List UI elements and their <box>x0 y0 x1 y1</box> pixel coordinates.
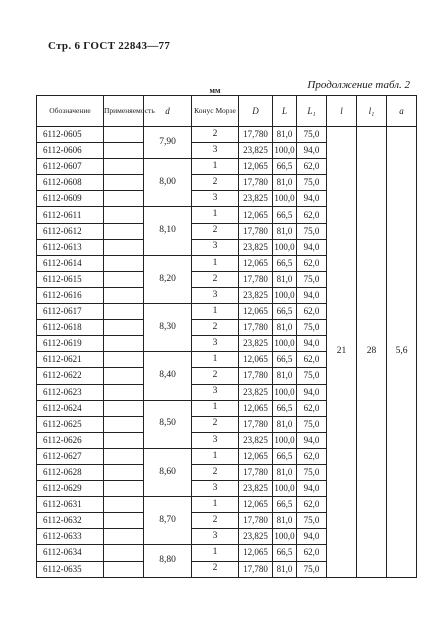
applicability-cell <box>104 127 144 143</box>
D-cell: 23,825 <box>239 143 273 159</box>
morse-cone-cell: 1 <box>192 352 239 368</box>
d-cell: 8,40 <box>144 352 192 400</box>
designation-cell: 6112-0605 <box>37 127 104 143</box>
morse-cone-cell: 1 <box>192 497 239 513</box>
morse-cone-cell: 3 <box>192 239 239 255</box>
morse-cone-cell: 2 <box>192 223 239 239</box>
L1-cell: 62,0 <box>297 545 327 561</box>
designation-cell: 6112-0614 <box>37 255 104 271</box>
L1-cell: 62,0 <box>297 304 327 320</box>
l-cell: 21 <box>327 127 357 578</box>
applicability-cell <box>104 513 144 529</box>
D-cell: 12,065 <box>239 352 273 368</box>
applicability-cell <box>104 320 144 336</box>
designation-cell: 6112-0617 <box>37 304 104 320</box>
L1-cell: 94,0 <box>297 336 327 352</box>
L-cell: 81,0 <box>273 561 297 577</box>
D-cell: 17,780 <box>239 561 273 577</box>
L1-cell: 94,0 <box>297 384 327 400</box>
morse-cone-cell: 3 <box>192 191 239 207</box>
designation-cell: 6112-0607 <box>37 159 104 175</box>
a-cell: 5,6 <box>387 127 417 578</box>
L1-cell: 75,0 <box>297 175 327 191</box>
L-cell: 81,0 <box>273 127 297 143</box>
morse-cone-cell: 2 <box>192 561 239 577</box>
designation-cell: 6112-0612 <box>37 223 104 239</box>
D-cell: 17,780 <box>239 464 273 480</box>
morse-cone-cell: 1 <box>192 304 239 320</box>
L1-cell: 94,0 <box>297 239 327 255</box>
morse-cone-cell: 3 <box>192 336 239 352</box>
applicability-cell <box>104 352 144 368</box>
L1-cell: 75,0 <box>297 464 327 480</box>
applicability-cell <box>104 207 144 223</box>
d-cell: 8,10 <box>144 207 192 255</box>
D-cell: 17,780 <box>239 175 273 191</box>
table-header-row <box>37 96 417 127</box>
applicability-cell <box>104 239 144 255</box>
applicability-cell <box>104 529 144 545</box>
morse-cone-cell: 2 <box>192 416 239 432</box>
D-cell: 17,780 <box>239 320 273 336</box>
L-cell: 81,0 <box>273 368 297 384</box>
D-cell: 23,825 <box>239 481 273 497</box>
applicability-cell <box>104 497 144 513</box>
designation-cell: 6112-0626 <box>37 432 104 448</box>
col-L1: L₁ <box>297 96 327 127</box>
L1-cell: 75,0 <box>297 416 327 432</box>
applicability-cell <box>104 561 144 577</box>
morse-cone-cell: 3 <box>192 481 239 497</box>
morse-cone-cell: 2 <box>192 175 239 191</box>
L-cell: 66,5 <box>273 448 297 464</box>
col-d: d <box>144 96 192 127</box>
L-cell: 100,0 <box>273 191 297 207</box>
L-cell: 66,5 <box>273 207 297 223</box>
L-cell: 81,0 <box>273 464 297 480</box>
L1-cell: 75,0 <box>297 368 327 384</box>
d-cell: 8,00 <box>144 159 192 207</box>
applicability-cell <box>104 481 144 497</box>
designation-cell: 6112-0635 <box>37 561 104 577</box>
col-designation: Обозначение <box>37 96 104 127</box>
morse-cone-cell: 2 <box>192 513 239 529</box>
L-cell: 81,0 <box>273 513 297 529</box>
morse-cone-cell: 2 <box>192 464 239 480</box>
morse-cone-cell: 2 <box>192 368 239 384</box>
applicability-cell <box>104 432 144 448</box>
D-cell: 12,065 <box>239 497 273 513</box>
L1-cell: 94,0 <box>297 287 327 303</box>
applicability-cell <box>104 368 144 384</box>
unit-label: мм <box>209 86 221 95</box>
D-cell: 23,825 <box>239 336 273 352</box>
L1-cell: 75,0 <box>297 127 327 143</box>
designation-cell: 6112-0628 <box>37 464 104 480</box>
d-cell: 8,70 <box>144 497 192 545</box>
L-cell: 81,0 <box>273 271 297 287</box>
applicability-cell <box>104 384 144 400</box>
designation-cell: 6112-0633 <box>37 529 104 545</box>
designation-cell: 6112-0616 <box>37 287 104 303</box>
applicability-cell <box>104 416 144 432</box>
page-header: Стр. 6 ГОСТ 22843—77 <box>48 40 171 52</box>
applicability-cell <box>104 545 144 561</box>
morse-cone-cell: 3 <box>192 432 239 448</box>
morse-cone-cell: 1 <box>192 545 239 561</box>
L1-cell: 62,0 <box>297 400 327 416</box>
D-cell: 17,780 <box>239 271 273 287</box>
d-cell: 8,60 <box>144 448 192 496</box>
D-cell: 12,065 <box>239 159 273 175</box>
L-cell: 81,0 <box>273 320 297 336</box>
applicability-cell <box>104 175 144 191</box>
L-cell: 66,5 <box>273 304 297 320</box>
L1-cell: 75,0 <box>297 513 327 529</box>
d-cell: 8,50 <box>144 400 192 448</box>
col-l: l <box>327 96 357 127</box>
designation-cell: 6112-0629 <box>37 481 104 497</box>
designation-cell: 6112-0611 <box>37 207 104 223</box>
applicability-cell <box>104 400 144 416</box>
L-cell: 100,0 <box>273 287 297 303</box>
morse-cone-cell: 1 <box>192 400 239 416</box>
L1-cell: 62,0 <box>297 352 327 368</box>
morse-cone-cell: 3 <box>192 287 239 303</box>
L1-cell: 62,0 <box>297 255 327 271</box>
table-row <box>37 127 417 143</box>
L1-cell: 94,0 <box>297 143 327 159</box>
designation-cell: 6112-0631 <box>37 497 104 513</box>
L-cell: 81,0 <box>273 416 297 432</box>
D-cell: 23,825 <box>239 191 273 207</box>
L-cell: 81,0 <box>273 223 297 239</box>
applicability-cell <box>104 191 144 207</box>
designation-cell: 6112-0634 <box>37 545 104 561</box>
D-cell: 17,780 <box>239 223 273 239</box>
morse-cone-cell: 2 <box>192 320 239 336</box>
designation-cell: 6112-0622 <box>37 368 104 384</box>
applicability-cell <box>104 304 144 320</box>
table-continuation-note: Продолжение табл. 2 <box>307 79 410 91</box>
applicability-cell <box>104 448 144 464</box>
designation-cell: 6112-0621 <box>37 352 104 368</box>
col-l1: l₁ <box>357 96 387 127</box>
L1-cell: 94,0 <box>297 432 327 448</box>
designation-cell: 6112-0624 <box>37 400 104 416</box>
D-cell: 12,065 <box>239 207 273 223</box>
designation-cell: 6112-0627 <box>37 448 104 464</box>
designation-cell: 6112-0615 <box>37 271 104 287</box>
L1-cell: 62,0 <box>297 159 327 175</box>
D-cell: 17,780 <box>239 416 273 432</box>
L1-cell: 62,0 <box>297 497 327 513</box>
L1-cell: 75,0 <box>297 271 327 287</box>
L1-cell: 75,0 <box>297 320 327 336</box>
L-cell: 66,5 <box>273 159 297 175</box>
morse-cone-cell: 1 <box>192 255 239 271</box>
morse-cone-cell: 3 <box>192 384 239 400</box>
applicability-cell <box>104 287 144 303</box>
designation-cell: 6112-0623 <box>37 384 104 400</box>
L1-cell: 94,0 <box>297 529 327 545</box>
D-cell: 12,065 <box>239 545 273 561</box>
L1-cell: 75,0 <box>297 561 327 577</box>
d-cell: 7,90 <box>144 127 192 159</box>
applicability-cell <box>104 223 144 239</box>
D-cell: 12,065 <box>239 255 273 271</box>
col-applicability: Применяемость <box>104 96 144 127</box>
D-cell: 23,825 <box>239 287 273 303</box>
designation-cell: 6112-0619 <box>37 336 104 352</box>
D-cell: 12,065 <box>239 400 273 416</box>
L-cell: 100,0 <box>273 432 297 448</box>
applicability-cell <box>104 159 144 175</box>
morse-cone-cell: 1 <box>192 207 239 223</box>
col-a: a <box>387 96 417 127</box>
col-morse-cone: Конус Морзе <box>192 96 239 127</box>
applicability-cell <box>104 271 144 287</box>
dimensions-table <box>36 95 417 578</box>
L-cell: 66,5 <box>273 545 297 561</box>
L-cell: 100,0 <box>273 336 297 352</box>
designation-cell: 6112-0609 <box>37 191 104 207</box>
L1-cell: 94,0 <box>297 481 327 497</box>
D-cell: 12,065 <box>239 448 273 464</box>
designation-cell: 6112-0606 <box>37 143 104 159</box>
D-cell: 17,780 <box>239 513 273 529</box>
designation-cell: 6112-0608 <box>37 175 104 191</box>
morse-cone-cell: 3 <box>192 143 239 159</box>
applicability-cell <box>104 143 144 159</box>
designation-cell: 6112-0632 <box>37 513 104 529</box>
L-cell: 66,5 <box>273 255 297 271</box>
d-cell: 8,80 <box>144 545 192 577</box>
d-cell: 8,30 <box>144 304 192 352</box>
D-cell: 23,825 <box>239 529 273 545</box>
D-cell: 23,825 <box>239 239 273 255</box>
L-cell: 66,5 <box>273 352 297 368</box>
L-cell: 66,5 <box>273 400 297 416</box>
L1-cell: 94,0 <box>297 191 327 207</box>
D-cell: 23,825 <box>239 432 273 448</box>
L1-cell: 75,0 <box>297 223 327 239</box>
table-body <box>37 127 417 578</box>
applicability-cell <box>104 255 144 271</box>
designation-cell: 6112-0613 <box>37 239 104 255</box>
D-cell: 12,065 <box>239 304 273 320</box>
L-cell: 100,0 <box>273 481 297 497</box>
L-cell: 81,0 <box>273 175 297 191</box>
morse-cone-cell: 2 <box>192 271 239 287</box>
L-cell: 66,5 <box>273 497 297 513</box>
L-cell: 100,0 <box>273 384 297 400</box>
designation-cell: 6112-0625 <box>37 416 104 432</box>
col-D: D <box>239 96 273 127</box>
d-cell: 8,20 <box>144 255 192 303</box>
designation-cell: 6112-0618 <box>37 320 104 336</box>
applicability-cell <box>104 464 144 480</box>
D-cell: 17,780 <box>239 127 273 143</box>
L-cell: 100,0 <box>273 239 297 255</box>
col-L: L <box>273 96 297 127</box>
L1-cell: 62,0 <box>297 207 327 223</box>
morse-cone-cell: 2 <box>192 127 239 143</box>
l1-cell: 28 <box>357 127 387 578</box>
L1-cell: 62,0 <box>297 448 327 464</box>
morse-cone-cell: 1 <box>192 448 239 464</box>
L-cell: 100,0 <box>273 529 297 545</box>
D-cell: 17,780 <box>239 368 273 384</box>
morse-cone-cell: 3 <box>192 529 239 545</box>
applicability-cell <box>104 336 144 352</box>
L-cell: 100,0 <box>273 143 297 159</box>
D-cell: 23,825 <box>239 384 273 400</box>
morse-cone-cell: 1 <box>192 159 239 175</box>
